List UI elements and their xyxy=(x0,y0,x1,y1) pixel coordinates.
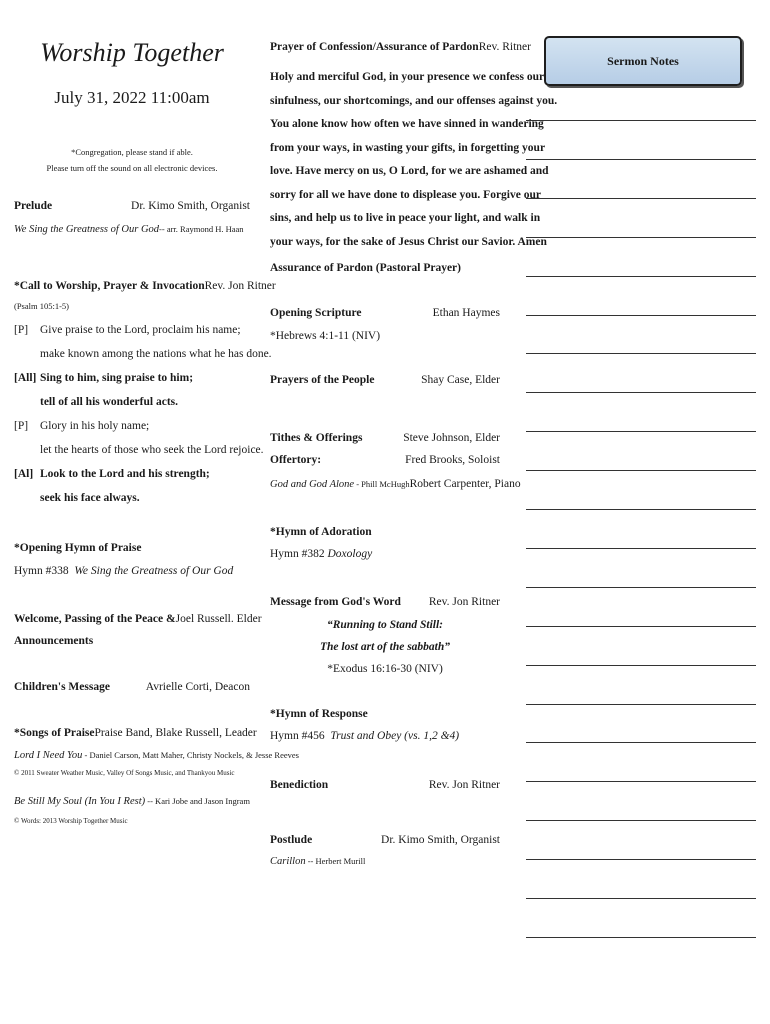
opening-scripture-row xyxy=(270,306,500,321)
note-line xyxy=(526,937,756,938)
opening-scripture-label: Opening Scripture xyxy=(270,307,362,319)
opening-hymn-line xyxy=(14,564,233,579)
confession-prayer-text xyxy=(270,66,558,254)
hymn-of-response-line xyxy=(270,729,459,744)
offertory-piece-row xyxy=(270,477,521,492)
opening-hymn-name: We Sing the Greatness of Our God xyxy=(74,565,234,577)
prelude-row xyxy=(14,199,250,214)
reading-text: Glory in his holy name; xyxy=(40,420,150,432)
songs-of-praise-row xyxy=(14,726,257,741)
note-line xyxy=(526,742,756,743)
offertory-person: Fred Brooks, Soloist xyxy=(405,454,500,466)
reading-line xyxy=(14,318,250,342)
note-line xyxy=(526,470,756,471)
psalm-reference: (Psalm 105:1-5) xyxy=(14,301,70,311)
hymn-of-adoration-name: Doxology xyxy=(327,548,373,560)
confession-line: your ways, for the sake of Jesus Christ our Savior. Amen xyxy=(270,235,547,248)
opening-hymn-label: *Opening Hymn of Praise xyxy=(14,542,142,554)
reading-speaker-tag xyxy=(14,486,40,510)
childrens-message-label: Children's Message xyxy=(14,681,110,693)
welcome-label-cont: Announcements xyxy=(14,635,94,647)
prelude-piece: We Sing the Greatness of Our God xyxy=(14,224,160,235)
postlude-person: Dr. Kimo Smith, Organist xyxy=(381,834,500,846)
page-title: Worship Together xyxy=(40,38,224,67)
note-line xyxy=(526,353,756,354)
tithes-row xyxy=(270,431,500,446)
reading-text: let the hearts of those who seek the Lord rejoice. xyxy=(40,444,264,456)
childrens-message-row xyxy=(14,680,250,695)
note-line xyxy=(526,315,756,316)
song1-authors: - Daniel Carson, Matt Maher, Christy Nockels, & Jesse Reeves xyxy=(82,750,299,760)
reading-line xyxy=(14,390,250,414)
call-to-worship-row xyxy=(14,279,276,294)
note-line xyxy=(526,898,756,899)
prelude-person: Dr. Kimo Smith, Organist xyxy=(131,200,250,212)
song1-line xyxy=(14,750,299,761)
reading-speaker-tag xyxy=(14,390,40,414)
confession-row xyxy=(270,40,531,55)
hymn-of-adoration-number: Hymn #382 xyxy=(270,548,325,560)
prayers-of-people-person: Shay Case, Elder xyxy=(421,374,500,386)
hymn-of-adoration-label: *Hymn of Adoration xyxy=(270,526,372,538)
songs-of-praise-person: Praise Band, Blake Russell, Leader xyxy=(94,727,257,739)
offertory-piece: God and God Alone xyxy=(270,479,355,490)
note-line xyxy=(526,198,756,199)
tithes-person: Steve Johnson, Elder xyxy=(403,432,500,444)
note-line xyxy=(526,392,756,393)
sermon-notes-header: Sermon Notes xyxy=(544,36,742,86)
reading-speaker-tag: [P] xyxy=(14,420,29,432)
call-to-worship-person: Rev. Jon Ritner xyxy=(204,280,276,292)
confession-line: sinfulness, our shortcomings, and our offenses against you. xyxy=(270,94,558,107)
assurance-of-pardon: Assurance of Pardon (Pastoral Prayer) xyxy=(270,262,461,274)
congregation-note: *Congregation, please stand if able. xyxy=(71,147,193,157)
service-date: July 31, 2022 11:00am xyxy=(54,88,210,107)
postlude-row xyxy=(270,833,500,848)
reading-text: tell of all his wonderful acts. xyxy=(40,396,178,408)
confession-line: sorry for all we have done to displease you. Forgive our xyxy=(270,188,541,201)
reading-line xyxy=(14,414,250,438)
note-line xyxy=(526,704,756,705)
welcome-row xyxy=(14,612,262,627)
postlude-label: Postlude xyxy=(270,834,313,846)
hymn-of-response-number: Hymn #456 xyxy=(270,730,325,742)
reading-text: Look to the Lord and his strength; xyxy=(40,468,210,480)
hymn-of-response-name: Trust and Obey (vs. 1,2 &4) xyxy=(330,730,460,742)
prayers-of-people-label: Prayers of the People xyxy=(270,374,375,386)
reading-text: Sing to him, sing praise to him; xyxy=(40,372,194,384)
call-to-worship-label: *Call to Worship, Prayer & Invocation xyxy=(14,280,205,292)
opening-scripture-person: Ethan Haymes xyxy=(432,307,500,319)
note-line xyxy=(526,509,756,510)
note-line xyxy=(526,276,756,277)
hymn-of-response-label: *Hymn of Response xyxy=(270,708,368,720)
note-line xyxy=(526,665,756,666)
confession-line: from your ways, in wasting your gifts, in forgetting your xyxy=(270,141,546,154)
confession-line: You alone know how often we have sinned in wandering xyxy=(270,118,544,130)
reading-text: seek his face always. xyxy=(40,492,140,504)
postlude-piece: Carillon xyxy=(270,856,306,867)
song2-title: Be Still My Soul (In You I Rest) xyxy=(14,796,146,807)
song1-copyright: © 2011 Sweater Weather Music, Valley Of Songs Music, and Thankyou Music xyxy=(14,769,235,777)
confession-person: Rev. Ritner xyxy=(478,41,531,53)
note-line xyxy=(526,237,756,238)
message-person: Rev. Jon Ritner xyxy=(428,596,500,608)
postlude-piece-line xyxy=(270,856,365,867)
reading-speaker-tag xyxy=(14,342,40,366)
opening-scripture-reference: *Hebrews 4:1-11 (NIV) xyxy=(270,330,381,342)
welcome-label: Welcome, Passing of the Peace & xyxy=(14,613,176,625)
hymn-of-adoration-line xyxy=(270,547,372,562)
note-line xyxy=(526,159,756,160)
songs-of-praise-label: *Songs of Praise xyxy=(14,727,95,739)
sermon-title-line1: “Running to Stand Still: xyxy=(326,619,443,631)
reading-text: Give praise to the Lord, proclaim his name; xyxy=(40,324,241,336)
prelude-piece-line xyxy=(14,224,244,235)
message-row xyxy=(270,595,500,610)
responsive-reading xyxy=(14,318,272,510)
prelude-label: Prelude xyxy=(14,200,53,212)
devices-note: Please turn off the sound on all electronic devices. xyxy=(46,163,218,173)
prayers-of-people-row xyxy=(270,373,500,388)
offertory-pianist: Robert Carpenter, Piano xyxy=(409,478,521,490)
benediction-label: Benediction xyxy=(270,779,329,791)
sermon-scripture-reference: *Exodus 16:16-30 (NIV) xyxy=(327,663,443,675)
confession-line: love. Have mercy on us, O Lord, for we are ashamed and xyxy=(270,165,549,177)
reading-speaker-tag: [Al] xyxy=(14,468,34,480)
welcome-person: Joel Russell. Elder xyxy=(175,613,262,625)
benediction-row xyxy=(270,778,500,793)
benediction-person: Rev. Jon Ritner xyxy=(428,779,500,791)
confession-label: Prayer of Confession/Assurance of Pardon xyxy=(270,41,479,53)
song2-line xyxy=(14,796,250,807)
song2-copyright: © Words: 2013 Worship Together Music xyxy=(14,817,128,825)
song1-title: Lord I Need You xyxy=(14,750,83,761)
note-line xyxy=(526,820,756,821)
confession-line: Holy and merciful God, in your presence we confess our xyxy=(270,71,545,83)
reading-line xyxy=(14,438,264,462)
note-line xyxy=(526,781,756,782)
tithes-label: Tithes & Offerings xyxy=(270,432,363,444)
postlude-composer: -- Herbert Murill xyxy=(305,856,366,866)
reading-speaker-tag: [All] xyxy=(14,372,37,384)
offertory-label: Offertory: xyxy=(270,454,322,466)
confession-line: sins, and help us to live in peace your light, and walk in xyxy=(270,212,541,224)
note-line xyxy=(526,548,756,549)
note-line xyxy=(526,120,756,121)
sermon-title-line2: The lost art of the sabbath” xyxy=(319,641,451,653)
prelude-arranger: -- arr. Raymond H. Haan xyxy=(159,224,244,234)
reading-line xyxy=(14,462,250,486)
note-line xyxy=(526,859,756,860)
reading-speaker-tag: [P] xyxy=(14,324,29,336)
note-line xyxy=(526,587,756,588)
message-label: Message from God's Word xyxy=(270,596,401,608)
offertory-row xyxy=(270,453,500,468)
reading-text: make known among the nations what he has done. xyxy=(40,348,272,360)
song2-authors: -- Kari Jobe and Jason Ingram xyxy=(145,796,250,806)
childrens-message-person: Avrielle Corti, Deacon xyxy=(145,681,250,693)
note-line xyxy=(526,626,756,627)
note-line xyxy=(526,431,756,432)
reading-line xyxy=(14,366,250,390)
reading-speaker-tag xyxy=(14,438,40,462)
reading-line xyxy=(14,342,272,366)
reading-line xyxy=(14,486,250,510)
opening-hymn-number: Hymn #338 xyxy=(14,565,69,577)
offertory-piece-author: - Phill McHugh xyxy=(354,479,410,489)
